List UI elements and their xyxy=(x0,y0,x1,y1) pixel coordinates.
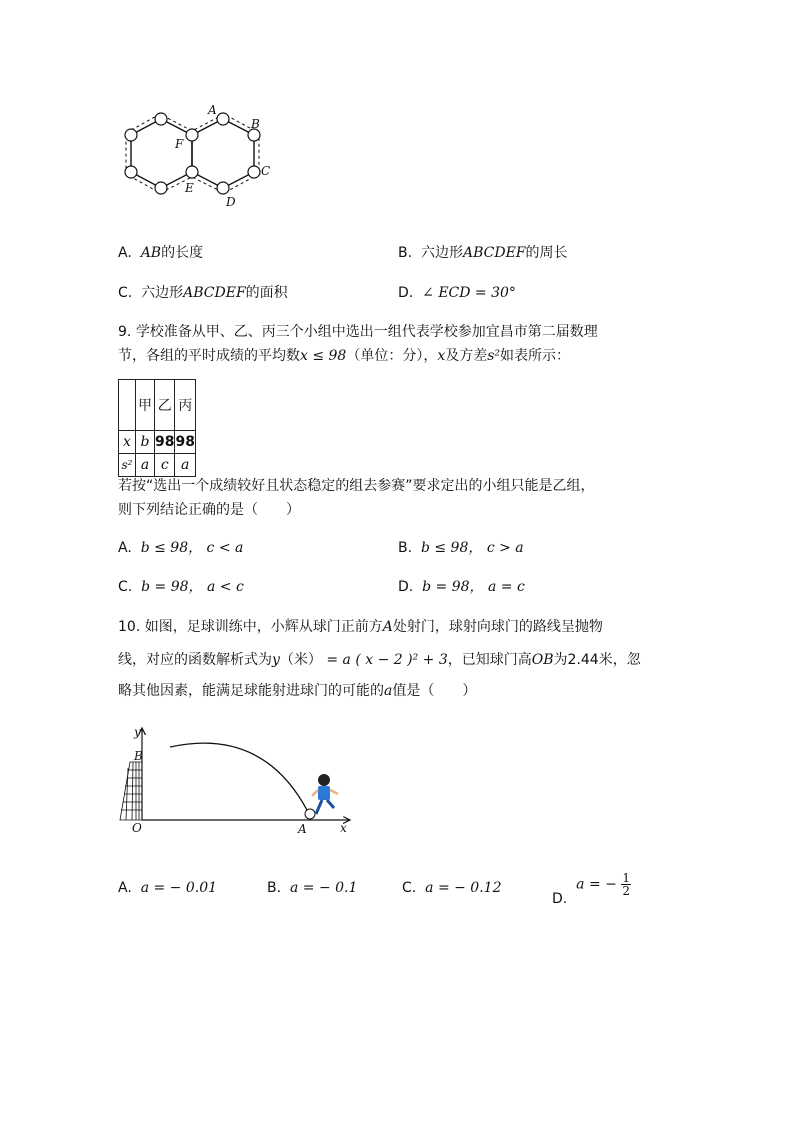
stats-table xyxy=(118,379,196,477)
label-O: O xyxy=(132,821,142,835)
table-cell: 丙 xyxy=(175,380,195,431)
q8-option-b[interactable]: B. 六边形ABCDEF的周长 xyxy=(398,245,568,261)
label-F: F xyxy=(175,137,184,151)
q9-option-a[interactable]: A. b ≤ 98， c < a xyxy=(118,540,244,556)
q10-option-d[interactable]: D. a = − $\frac{1}{2}$ xyxy=(552,871,630,907)
q9-option-d[interactable]: D. b = 98， a = c xyxy=(398,579,525,595)
parabola-figure xyxy=(112,722,362,840)
q9-option-c[interactable]: C. b = 98， a < c xyxy=(118,579,244,595)
q10-line-2: 线，对应的函数解析式为y（米） = a ( x − 2 )² + 3，已知球门高OB为2.44米，忽 xyxy=(118,652,641,668)
q8-option-a[interactable]: A. AB的长度 xyxy=(118,245,204,261)
q9-after-2: 则下列结论正确的是（ ） xyxy=(118,502,300,518)
label-D: D xyxy=(226,195,236,209)
q9-line-2: 节，各组的平时成绩的平均数x ≤ 98（单位：分），x及方差s²如表所示： xyxy=(118,348,571,364)
table-cell: 甲 xyxy=(136,380,155,431)
label-B: B xyxy=(251,117,260,131)
table-row xyxy=(119,454,196,477)
label-A: A xyxy=(208,103,217,117)
axis-label-y: y xyxy=(134,725,141,739)
table-cell: b xyxy=(136,431,155,454)
table-cell: a xyxy=(136,454,155,477)
q9-option-b[interactable]: B. b ≤ 98， c > a xyxy=(398,540,524,556)
label-A: A xyxy=(298,822,307,836)
q10-line-3: 略其他因素，能满足球能射进球门的可能的a值是（ ） xyxy=(118,683,477,699)
table-row xyxy=(119,380,196,431)
hexagon-figure xyxy=(118,100,288,210)
q10-option-c[interactable]: C. a = − 0.12 xyxy=(402,880,502,896)
ball-icon xyxy=(305,809,315,819)
table-cell xyxy=(119,380,136,431)
table-cell: 98 xyxy=(175,431,195,454)
player-icon xyxy=(312,774,338,814)
table-cell: c xyxy=(155,454,175,477)
label-E: E xyxy=(185,181,194,195)
label-B: B xyxy=(134,749,143,763)
q9-after-1: 若按“选出一个成绩较好且状态稳定的组去参赛”要求定出的小组只能是乙组， xyxy=(118,478,595,494)
q10-option-a[interactable]: A. a = − 0.01 xyxy=(118,880,218,896)
table-cell: 乙 xyxy=(155,380,175,431)
table-cell: s² xyxy=(119,454,136,477)
table-cell: x xyxy=(119,431,136,454)
table-row xyxy=(119,431,196,454)
table-cell: 98 xyxy=(155,431,175,454)
q8-option-d[interactable]: D. ∠ ECD = 30° xyxy=(398,285,516,301)
q10-line-1: 10. 如图，足球训练中，小辉从球门正前方A处射门，球射向球门的路线呈抛物 xyxy=(118,619,603,635)
goal-net-icon xyxy=(120,762,142,820)
q8-option-c[interactable]: C. 六边形ABCDEF的面积 xyxy=(118,285,288,301)
q9-line-1: 9. 学校准备从甲、乙、丙三个小组中选出一组代表学校参加宜昌市第二届数理 xyxy=(118,324,598,340)
ball-trajectory xyxy=(170,743,307,810)
q10-option-b[interactable]: B. a = − 0.1 xyxy=(267,880,358,896)
axis-label-x: x xyxy=(340,821,347,835)
table-cell: a xyxy=(175,454,195,477)
label-C: C xyxy=(261,164,271,178)
fraction: $\frac{1}{2}$ xyxy=(622,871,630,898)
